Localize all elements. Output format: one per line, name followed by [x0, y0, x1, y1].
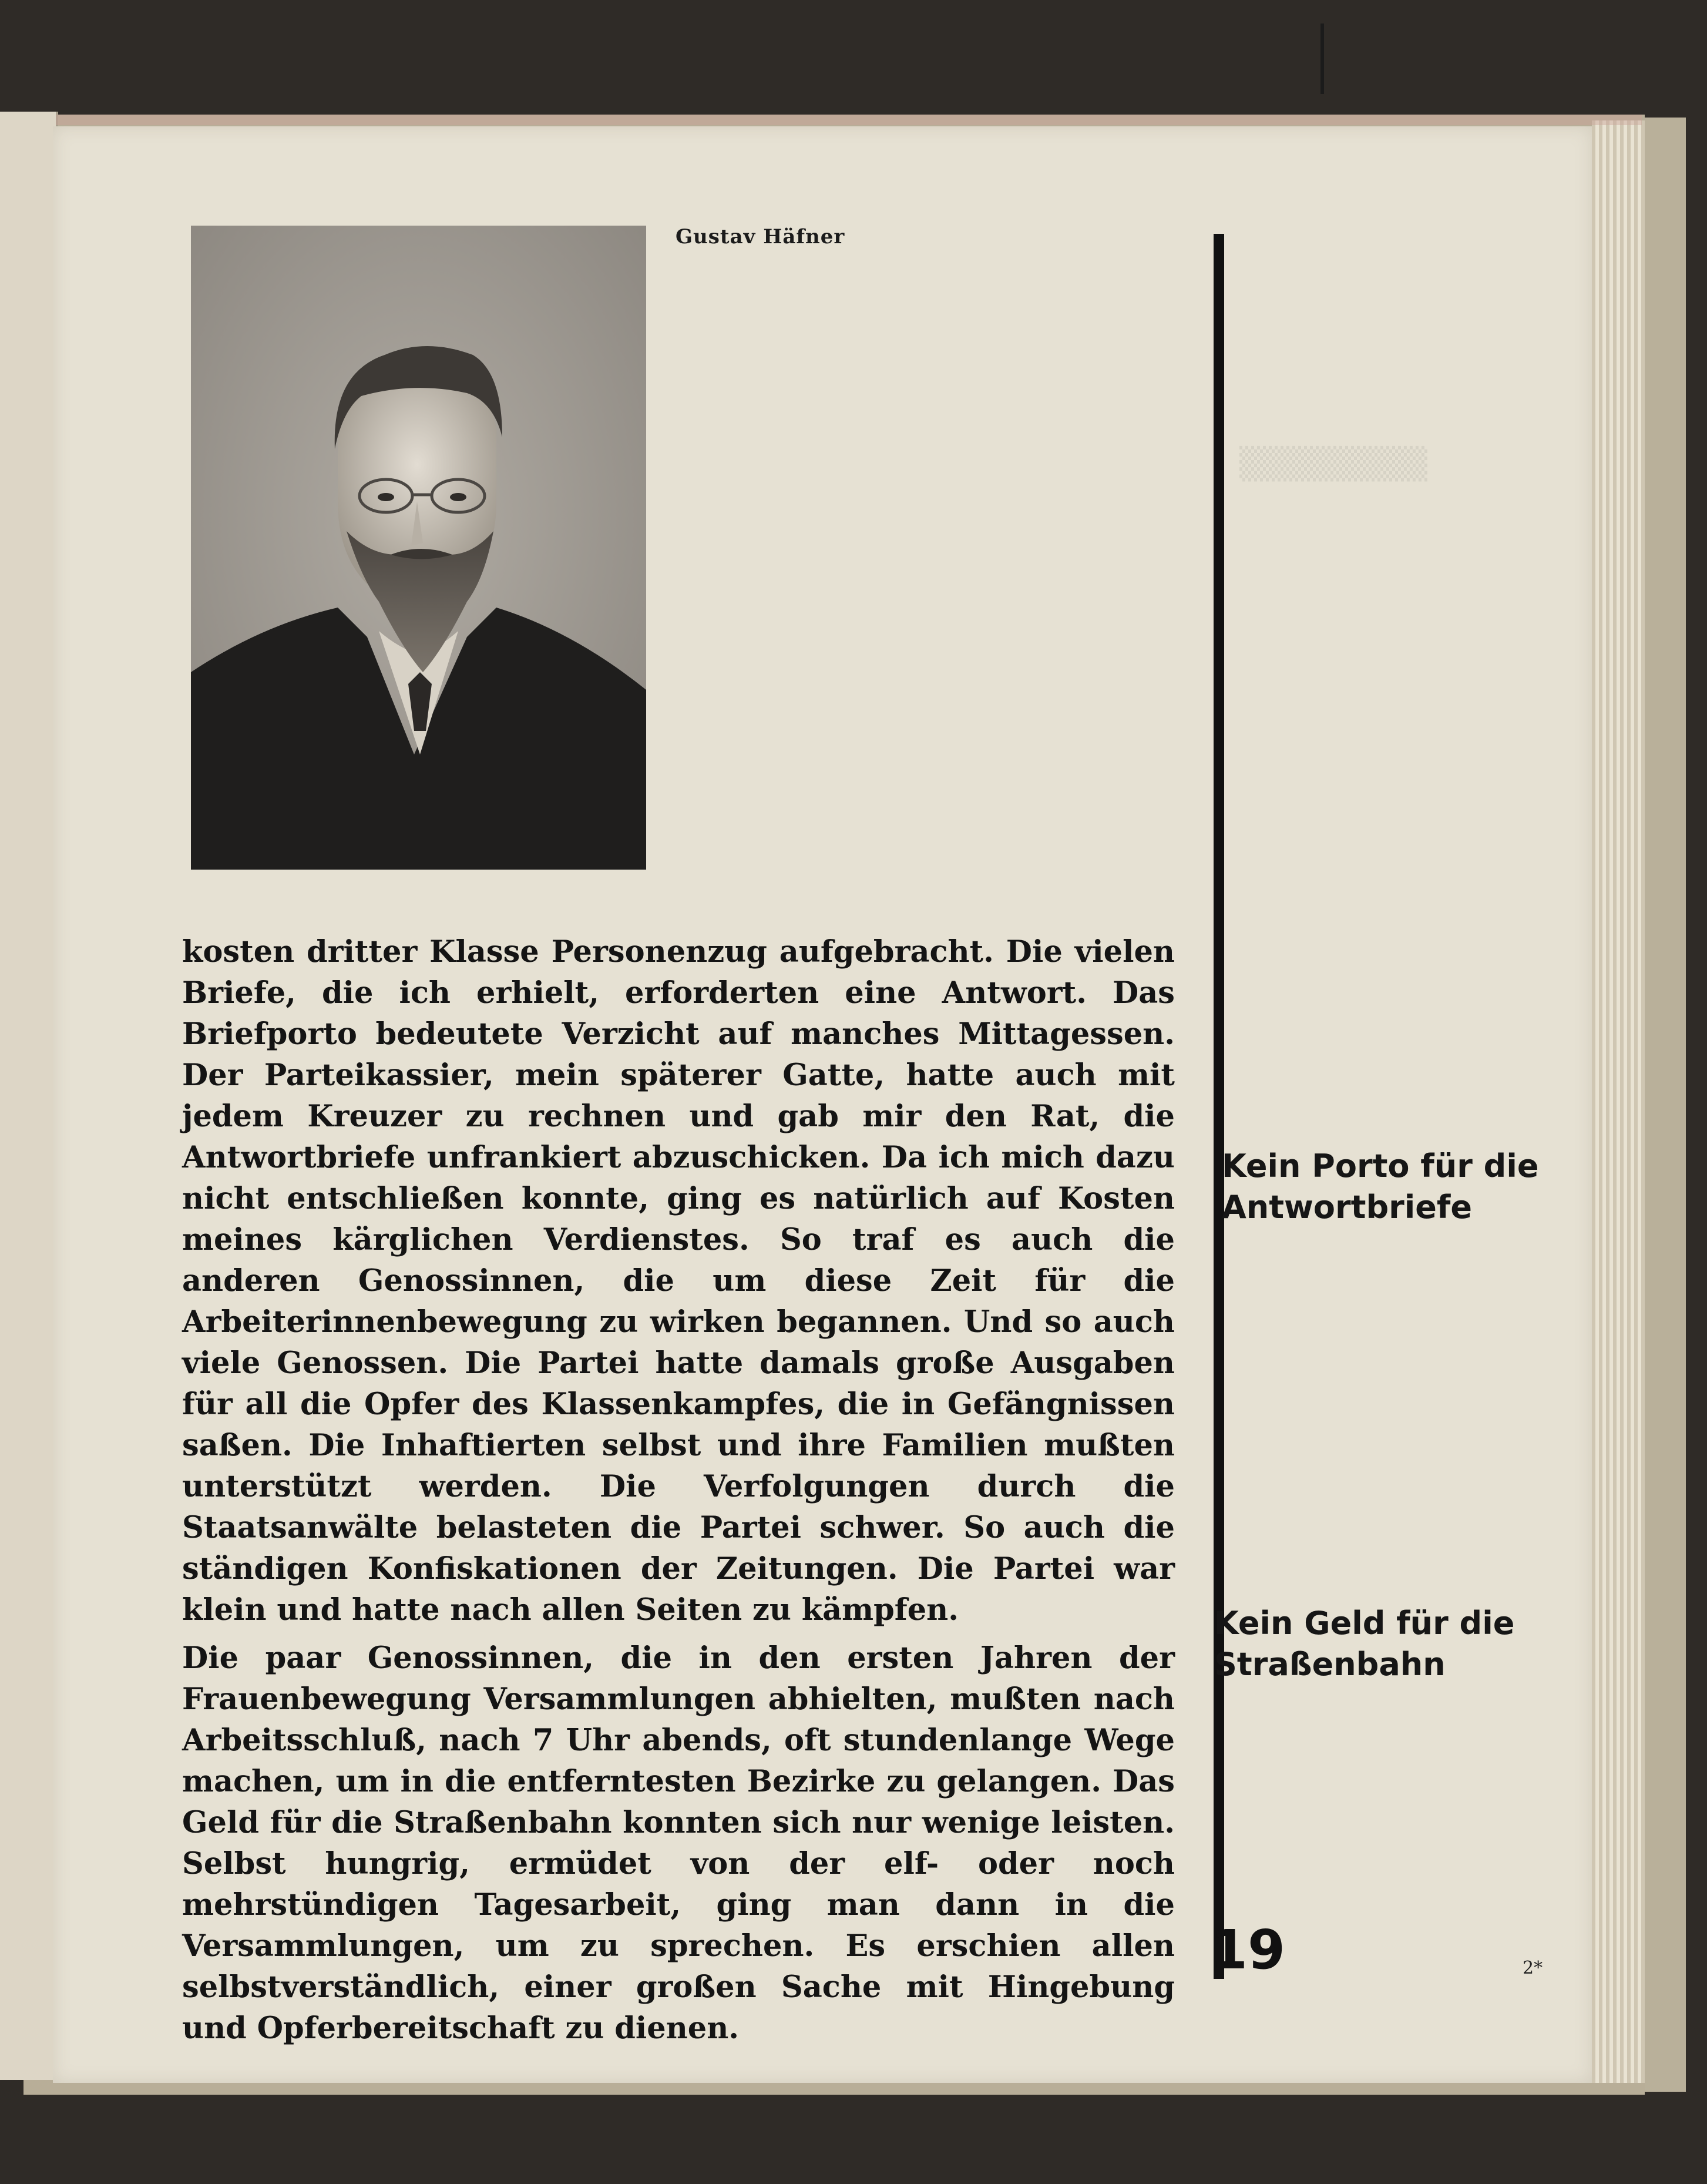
page-number: 19: [1210, 1918, 1286, 1981]
paragraph: Die paar Genossinnen, die in den ersten Jahren der Frauenbewegung Versammlungen abhielten, mußten nach Arbeitsschluß, nach 7 Uhr abends, oft stundenlange Wege machen, um in die entferntesten Bezirke zu gelangen. Das Geld für die Straßenbahn konnten sich nur wenige leisten. Selbst hungrig, ermüdet von der elf- oder noch mehrstündigen Tagesarbeit, ging man dann in die Versammlungen, um zu sprechen. Es erschien allen selbstverständlich, einer großen Sache mit Hingebung und Opferbereitschaft zu dienen.: [182, 1640, 1175, 2046]
margin-note: Kein Porto für die Antwortbriefe: [1222, 1148, 1539, 1226]
margin-note: Kein Geld für die Straßenbahn: [1214, 1605, 1515, 1683]
book-cover-edge: [1645, 118, 1686, 2092]
portrait-photo: [191, 226, 646, 870]
body-text: [182, 931, 1175, 2049]
page-top-edge: [56, 115, 1642, 125]
vertical-rule: [1214, 234, 1224, 1979]
page-stack-edge: [1592, 120, 1645, 2083]
previous-page-edge: [0, 112, 58, 2080]
paragraph: kosten dritter Klasse Personenzug aufgebracht. Die vielen Briefe, die ich erhielt, erforderten eine Antwort. Das Briefporto bedeutete Verzicht auf manches Mittagessen. Der Parteikassier, mein späterer Gatte, hatte auch mit jedem Kreuzer zu rechnen und gab mir den Rat, die Antwortbriefe unfrankiert abzuschicken. Da ich mich dazu nicht entschließen konnte, ging es natürlich auf Kosten meines kärglichen Verdienstes. So traf es auch die anderen Genossinnen, die um diese Zeit für die Arbeiterinnenbewegung zu wirken begannen. Und so auch viele Genossen. Die Partei hatte damals große Ausgaben für all die Opfer des Klassenkampfes, die in Gefängnissen saßen. Die Inhaftierten selbst und ihre Familien mußten unterstützt werden. Die Verfolgungen durch die Staatsanwälte belasteten die Partei schwer. So auch die ständigen Konfiskationen der Zeitungen. Die Partei war klein und hatte nach allen Seiten zu kämpfen.: [182, 934, 1175, 1628]
corner-mark: [1320, 24, 1324, 94]
photo-caption: Gustav Häfner: [676, 225, 845, 249]
show-through-text: ▒▒▒▒▒▒▒▒: [1239, 447, 1427, 482]
signature-mark: 2*: [1523, 1958, 1543, 1978]
